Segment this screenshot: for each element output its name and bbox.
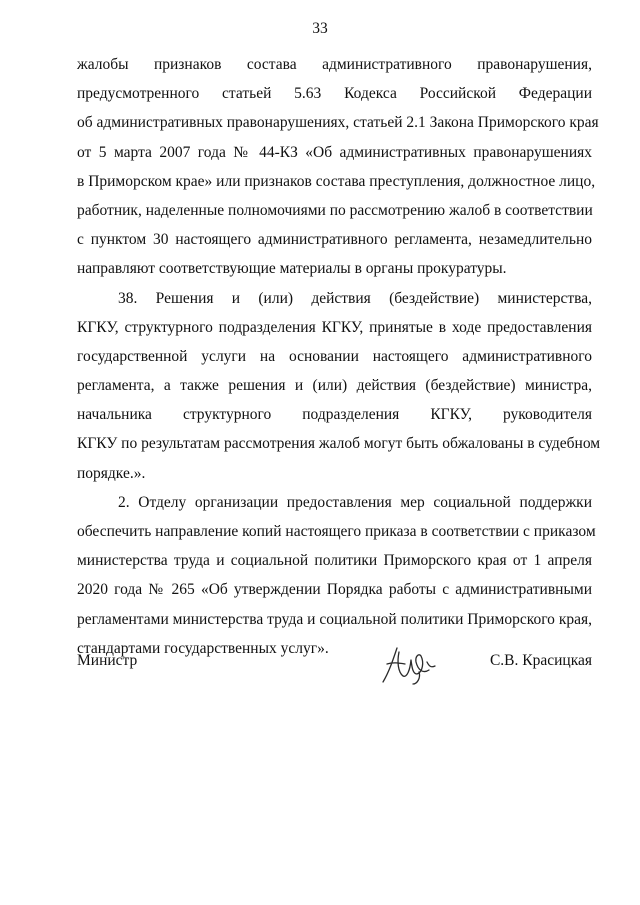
text-line: начальника структурного подразделения КГКУ, руководителя <box>77 406 592 424</box>
page-number: 33 <box>312 20 328 37</box>
text-line: государственной услуги на основании настоящего административного <box>77 347 592 365</box>
text-line: регламента, а также решения и (или) действия (бездействие) министра, <box>77 377 592 395</box>
text-line: в Приморском крае» или признаков состава преступления, должностное лицо, <box>77 172 596 190</box>
signature-block <box>77 642 592 692</box>
paragraph-item-2 <box>77 488 596 663</box>
text-line: обеспечить направление копий настоящего приказа в соответствии с приказом <box>77 523 596 540</box>
handwritten-signature <box>377 642 439 686</box>
text-line: с пунктом 30 настоящего административного регламента, незамедлительно <box>77 231 592 249</box>
text-line: КГКУ, структурного подразделения КГКУ, принятые в ходе предоставления <box>77 318 592 336</box>
paragraph-continuation <box>77 50 599 284</box>
text-line: работник, наделенные полномочиями по рассмотрению жалоб в соответствии <box>77 201 593 219</box>
signatory-title: Министр <box>77 652 138 669</box>
text-line: 2020 года № 265 «Об утверждении Порядка работы с административными <box>77 581 592 599</box>
text-line: 2. Отделу организации предоставления мер социальной поддержки <box>118 493 592 511</box>
text-line: жалобы признаков состава административного правонарушения, <box>77 56 592 73</box>
text-line: предусмотренного статьей 5.63 Кодекса Российской Федерации <box>77 85 592 103</box>
text-line: направляют соответствующие материалы в органы прокуратуры. <box>77 260 507 278</box>
signatory-name: С.В. Красицкая <box>489 652 592 669</box>
paragraph-item-38 <box>77 284 601 488</box>
text-line: от 5 марта 2007 года № 44-КЗ «Об административных правонарушениях <box>77 143 592 161</box>
text-line: министерства труда и социальной политики Приморского края от 1 апреля <box>77 552 592 570</box>
text-line: регламентами министерства труда и социальной политики Приморского края, <box>77 610 592 628</box>
text-line: порядке.». <box>77 464 146 482</box>
text-line: стандартами государственных услуг». <box>77 639 329 657</box>
text-line: КГКУ по результатам рассмотрения жалоб могут быть обжалованы в судебном <box>77 435 601 453</box>
document-body <box>77 50 601 663</box>
text-line: об административных правонарушениях, статьей 2.1 Закона Приморского края <box>77 114 599 132</box>
text-line: 38. Решения и (или) действия (бездействие) министерства, <box>118 289 592 307</box>
